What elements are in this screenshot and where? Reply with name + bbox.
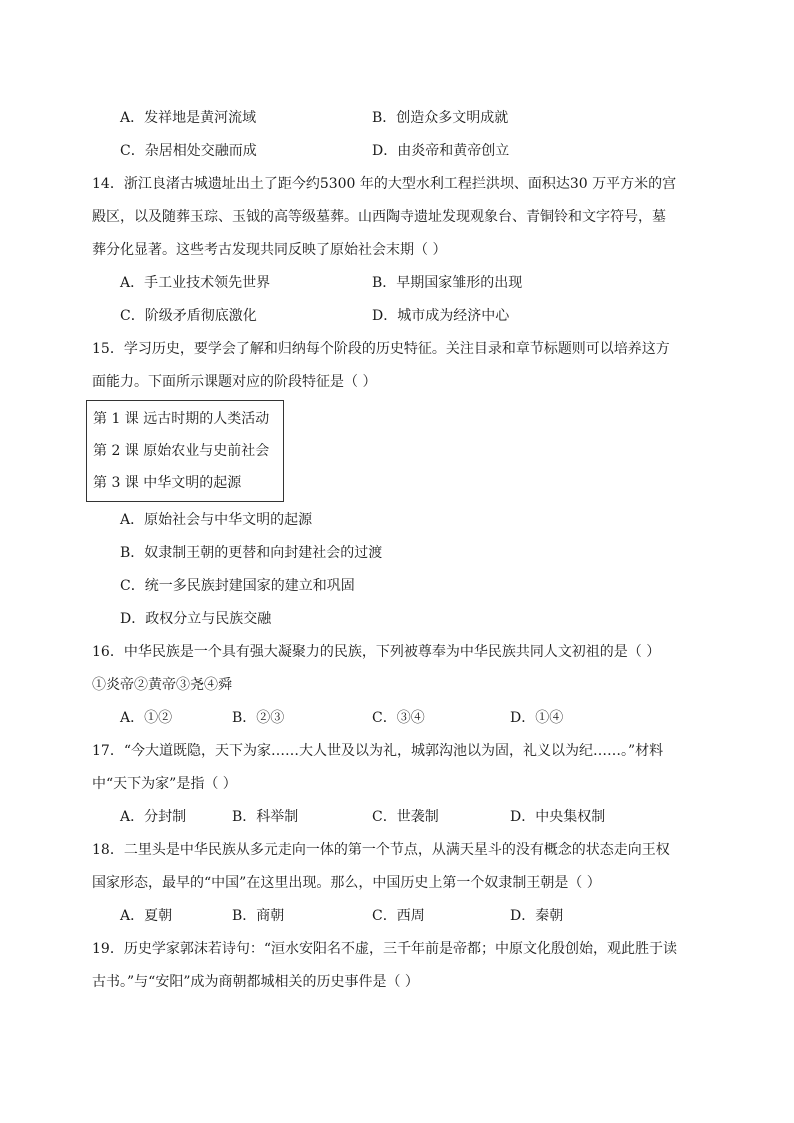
q18-stem-line-1: 18．二里头是中华民族从多元走向一体的第一个节点，从满天星斗的没有概念的状态走向王权	[92, 842, 670, 858]
q15-stem-line-2: 面能力。下面所示课题对应的阶段特征是（ ）	[92, 374, 377, 390]
q14-option-d[interactable]: D．城市成为经济中心	[372, 308, 510, 324]
q15-lesson-1: 第 1 课 远古时期的人类活动	[93, 411, 270, 427]
q19-stem-line-1: 19．历史学家郭沫若诗句：“洹水安阳名不虚，三千年前是帝都；中原文化殷创始，观此胜于读	[92, 941, 677, 957]
q13-option-a[interactable]: A．发祥地是黄河流域	[120, 110, 257, 126]
q13-option-b[interactable]: B．创造众多文明成就	[372, 110, 509, 126]
q18-option-a[interactable]: A．夏朝	[120, 908, 173, 924]
q14-stem-line-2: 殿区，以及随葬玉琮、玉钺的高等级墓葬。山西陶寺遗址发现观象台、青铜铃和文字符号，墓	[92, 209, 666, 225]
q19-stem-line-2: 古书。”与“安阳”成为商朝都城相关的历史事件是（ ）	[92, 974, 419, 990]
q15-option-a[interactable]: A．原始社会与中华文明的起源	[120, 512, 313, 528]
q16-stem-line-1: 16．中华民族是一个具有强大凝聚力的民族，下列被尊奉为中华民族共同人文初祖的是（ ）	[92, 644, 661, 660]
q17-option-c[interactable]: C．世袭制	[372, 809, 439, 825]
q14-option-a[interactable]: A．手工业技术领先世界	[120, 275, 271, 291]
q15-lesson-box	[86, 400, 284, 502]
q16-option-b[interactable]: B．②③	[232, 710, 285, 726]
q13-option-c[interactable]: C．杂居相处交融而成	[120, 143, 257, 159]
q15-option-c[interactable]: C．统一多民族封建国家的建立和巩固	[120, 578, 355, 594]
q14-stem-line-3: 葬分化显著。这些考古发现共同反映了原始社会末期（ ）	[92, 242, 447, 258]
q16-option-c[interactable]: C．③④	[372, 710, 425, 726]
q14-stem-line-1: 14．浙江良渚古城遗址出土了距今约5300 年的大型水利工程拦洪坝、面积达30 万平方米的宫	[92, 176, 677, 192]
q15-lesson-3: 第 3 课 中华文明的起源	[93, 475, 242, 491]
q16-option-a[interactable]: A．①②	[120, 710, 173, 726]
q14-option-b[interactable]: B．早期国家雏形的出现	[372, 275, 523, 291]
q17-option-b[interactable]: B．科举制	[232, 809, 299, 825]
q17-option-a[interactable]: A．分封制	[120, 809, 187, 825]
q18-stem-line-2: 国家形态，最早的“中国”在这里出现。那么，中国历史上第一个奴隶制王朝是（ ）	[92, 875, 601, 891]
q15-lesson-2: 第 2 课 原始农业与史前社会	[93, 443, 270, 459]
q15-option-b[interactable]: B．奴隶制王朝的更替和向封建社会的过渡	[120, 545, 383, 561]
q18-option-c[interactable]: C．西周	[372, 908, 425, 924]
q14-option-c[interactable]: C．阶级矛盾彻底激化	[120, 308, 257, 324]
q18-option-b[interactable]: B．商朝	[232, 908, 285, 924]
q16-option-d[interactable]: D．①④	[510, 710, 564, 726]
q17-stem-line-1: 17．“今大道既隐，天下为家……大人世及以为礼，城郭沟池以为固，礼义以为纪……。”材料	[92, 743, 664, 759]
q18-option-d[interactable]: D．秦朝	[510, 908, 564, 924]
q16-stem-line-2: ①炎帝②黄帝③尧④舜	[92, 677, 232, 693]
q15-option-d[interactable]: D．政权分立与民族交融	[120, 611, 272, 627]
q17-stem-line-2: 中“天下为家”是指（ ）	[92, 776, 237, 792]
q13-option-d[interactable]: D．由炎帝和黄帝创立	[372, 143, 510, 159]
q17-option-d[interactable]: D．中央集权制	[510, 809, 606, 825]
q15-stem-line-1: 15．学习历史，要学会了解和归纳每个阶段的历史特征。关注目录和章节标题则可以培养这方	[92, 341, 670, 357]
